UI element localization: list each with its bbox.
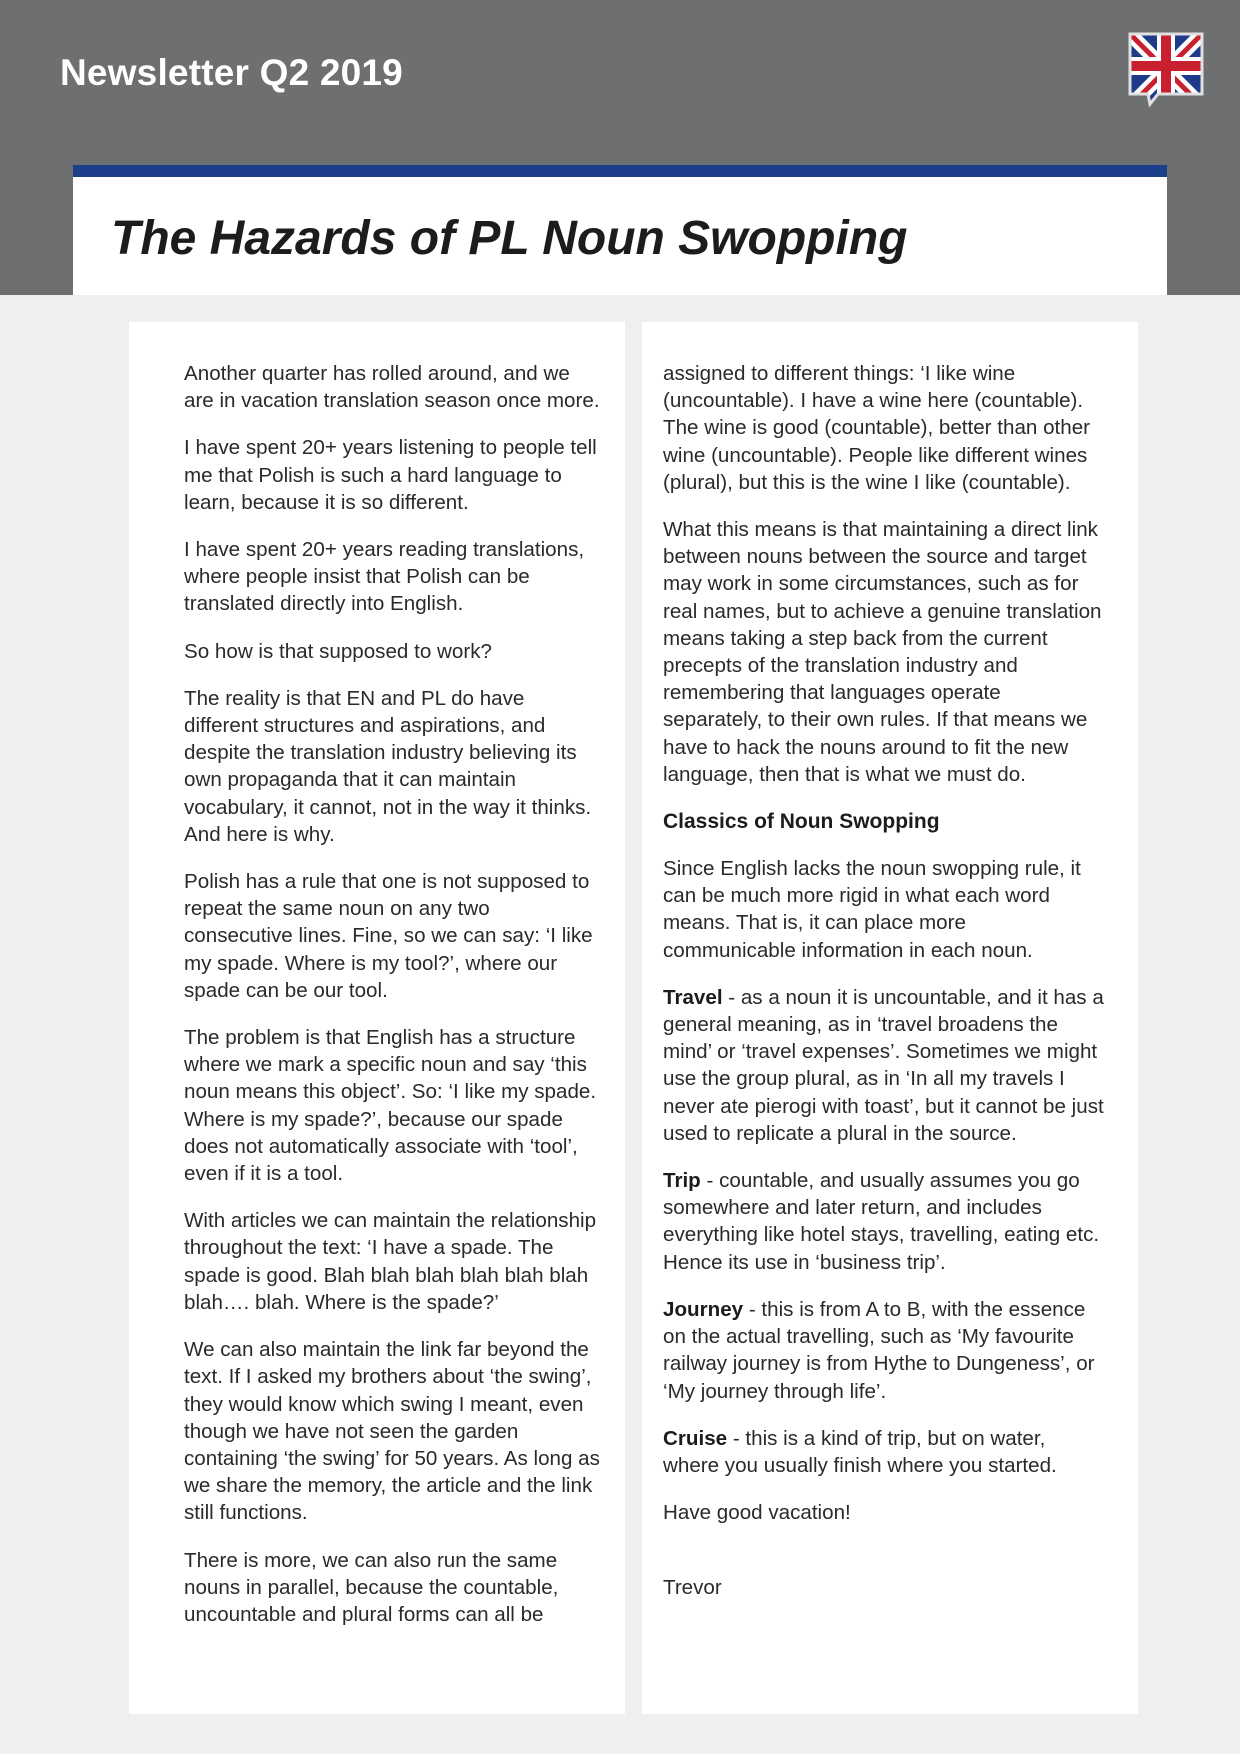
article-title: The Hazards of PL Noun Swopping: [111, 212, 908, 265]
definition: - as a noun it is uncountable, and it has a general meaning, as in ‘travel broadens the mind’ or ‘travel expenses’. Sometimes we might use the group plural, as in ‘In all my travels I never ate pierogi with toast’, but it cannot be just used to replicate a plural in the source.: [663, 985, 1104, 1145]
signature: Trevor: [663, 1576, 722, 1600]
term-definition: [663, 1167, 1104, 1276]
paragraph: assigned to different things: ‘I like wine (uncountable). I have a wine here (countable). The wine is good (countable), better than other wine (uncountable). People like different wines (plural), but this is the wine I like (countable).: [663, 362, 1091, 494]
uk-flag-icon: [1128, 32, 1204, 108]
title-card: [73, 165, 1167, 295]
newsletter-label: Newsletter Q2 2019: [60, 52, 403, 93]
paragraph: The problem is that English has a structure where we mark a specific noun and say ‘this noun means this object’. So: ‘I like my spade. Where is my spade?’, because our spade does not automatically associate with ‘tool’, even if it is a tool.: [184, 1026, 597, 1186]
section-subheading: Classics of Noun Swopping: [663, 810, 940, 834]
paragraph: Since English lacks the noun swopping rule, it can be much more rigid in what each word means. That is, it can place more communicable information in each noun.: [663, 857, 1081, 962]
term-definition: [663, 1296, 1104, 1405]
definition: - countable, and usually assumes you go somewhere and later return, and includes everything like hotel stays, travelling, eating etc. Hence its use in ‘business trip’.: [663, 1169, 1100, 1274]
paragraph: I have spent 20+ years reading translations, where people insist that Polish can be translated directly into English.: [184, 538, 585, 616]
paragraph: Another quarter has rolled around, and we are in vacation translation season once more.: [184, 362, 600, 413]
paragraph: Polish has a rule that one is not supposed to repeat the same noun on any two consecutive lines. Fine, so we can say: ‘I like my spade. Where is my tool?’, where our spade can be our tool.: [184, 870, 593, 1002]
left-column: [129, 322, 625, 1714]
right-column: [642, 322, 1138, 1714]
term: Travel: [663, 985, 723, 1009]
term-definition: [663, 984, 1104, 1147]
paragraph: There is more, we can also run the same nouns in parallel, because the countable, uncountable and plural forms can all be: [184, 1548, 559, 1626]
definition: - this is a kind of trip, but on water, where you usually finish where you started.: [663, 1426, 1057, 1477]
term: Cruise: [663, 1426, 728, 1450]
closing-line: Have good vacation!: [663, 1501, 851, 1525]
paragraph: With articles we can maintain the relationship throughout the text: ‘I have a spade. The spade is good. Blah blah blah blah blah blah blah…. blah. Where is the spade?’: [184, 1209, 597, 1314]
paragraph: So how is that supposed to work?: [184, 639, 492, 663]
paragraph: What this means is that maintaining a direct link between nouns between the source and target may work in some circumstances, such as for real names, but to achieve a genuine translation means taking a step back from the current precepts of the translation industry and remembering that languages operate separately, to their own rules. If that means we have to hack the nouns around to fit the new language, then that is what we must do.: [663, 518, 1102, 786]
definition: - this is from A to B, with the essence on the actual travelling, such as ‘My favourite railway journey is from Hythe to Dungeness’, or ‘My journey through life’.: [663, 1297, 1095, 1403]
term: Journey: [663, 1297, 744, 1321]
paragraph: I have spent 20+ years listening to people tell me that Polish is such a hard language to learn, because it is so different.: [184, 436, 597, 514]
term-definition: [663, 1425, 1104, 1479]
term: Trip: [663, 1169, 701, 1193]
paragraph: We can also maintain the link far beyond the text. If I asked my brothers about ‘the swing’, they would know which swing I meant, even though we have not seen the garden containing ‘the swing’ for 50 years. As long as we share the memory, the article and the link still functions.: [184, 1338, 600, 1525]
paragraph: The reality is that EN and PL do have different structures and aspirations, and despite the translation industry believing its own propaganda that it can maintain vocabulary, it cannot, not in the way it thinks. And here is why.: [184, 686, 592, 846]
